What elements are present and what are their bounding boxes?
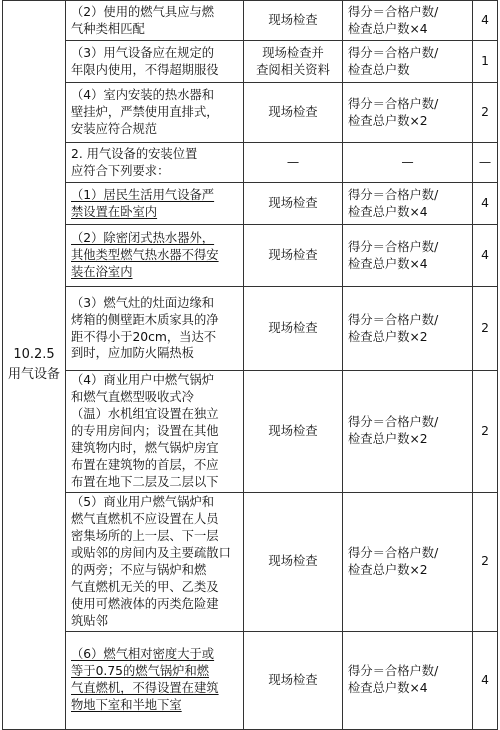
requirement-line: 气种类相匹配 bbox=[71, 21, 145, 36]
table-row bbox=[3, 143, 498, 183]
points-cell bbox=[473, 371, 498, 493]
scoring-rule-cell bbox=[343, 631, 473, 729]
table-body bbox=[3, 1, 498, 730]
method-line: 现场检查 bbox=[268, 321, 318, 336]
requirement-line: （4）室内安装的热水器和 bbox=[71, 88, 215, 103]
requirement-line: 烤箱的侧壁距木质家具的净 bbox=[71, 312, 219, 327]
points-value: 2 bbox=[481, 423, 489, 438]
scoring-line: 检查总户数×4 bbox=[348, 21, 428, 36]
requirement-line: 布置在地下二层及二层以下 bbox=[71, 474, 219, 489]
scoring-rule-cell bbox=[343, 225, 473, 287]
table-row bbox=[3, 287, 498, 371]
requirement-cell bbox=[66, 371, 244, 493]
requirement-line: 气直燃机，不得设置在建筑 bbox=[71, 681, 219, 696]
requirement-line: （6）燃气相对密度大于或 bbox=[71, 647, 215, 662]
points-value: 4 bbox=[481, 248, 489, 263]
inspection-method-cell bbox=[244, 1, 343, 41]
requirement-line: 或贴邻的房间内及主要疏散口 bbox=[71, 545, 231, 560]
inspection-method-cell bbox=[244, 183, 343, 225]
scoring-line: 检查总户数×2 bbox=[348, 432, 428, 447]
scoring-rule-cell bbox=[343, 492, 473, 631]
requirement-line: 燃气直燃机不应设置在人员 bbox=[71, 511, 219, 526]
scoring-line: 得分＝合格户数/ bbox=[348, 664, 439, 679]
points-value: 4 bbox=[481, 672, 489, 687]
scoring-line: 得分＝合格户数/ bbox=[348, 96, 439, 111]
method-line: 现场检查 bbox=[268, 248, 318, 263]
points-value: 2 bbox=[481, 554, 489, 569]
requirement-line: 物地下室和半地下室 bbox=[71, 698, 182, 712]
method-line: 现场检查并 bbox=[262, 45, 324, 60]
inspection-method-cell bbox=[244, 287, 343, 371]
scoring-rule-cell bbox=[343, 143, 473, 183]
requirement-line: 壁挂炉，严禁使用直排式， bbox=[71, 105, 219, 120]
scoring-line: 得分＝合格户数/ bbox=[348, 312, 439, 327]
points-cell bbox=[473, 143, 498, 183]
scoring-line: 检查总户数 bbox=[348, 62, 410, 77]
requirement-line: （5）商业用户燃气锅炉和 bbox=[71, 494, 215, 509]
requirement-cell bbox=[66, 143, 244, 183]
section-cell bbox=[3, 1, 66, 730]
method-line: 现场检查 bbox=[268, 13, 318, 28]
inspection-method-cell bbox=[244, 492, 343, 631]
points-cell bbox=[473, 631, 498, 729]
requirement-line: 和燃气直燃型吸收式冷 bbox=[71, 389, 194, 404]
table-row bbox=[3, 183, 498, 225]
points-value: 2 bbox=[481, 105, 489, 120]
requirement-line: （2）使用的燃气具应与燃 bbox=[71, 4, 215, 19]
table-row bbox=[3, 41, 498, 83]
requirement-line: 安装应符合规范 bbox=[71, 121, 158, 136]
points-value: — bbox=[478, 155, 492, 170]
section-number: 10.2.5 bbox=[13, 347, 55, 363]
scoring-rule-cell bbox=[343, 287, 473, 371]
scoring-line: 得分＝合格户数/ bbox=[348, 187, 439, 202]
points-value: 4 bbox=[481, 196, 489, 211]
requirement-line: 使用可燃液体的丙类危险建 bbox=[71, 596, 219, 611]
points-cell bbox=[473, 83, 498, 143]
inspection-method-cell bbox=[244, 631, 343, 729]
scoring-rule-cell bbox=[343, 183, 473, 225]
requirement-line: 气直燃机无关的甲、乙类及 bbox=[71, 579, 219, 594]
method-line: 现场检查 bbox=[268, 554, 318, 569]
method-line: 现场检查 bbox=[268, 196, 318, 211]
scoring-rule-cell bbox=[343, 371, 473, 493]
method-line: 查阅相关资料 bbox=[256, 62, 330, 77]
scoring-line: 得分＝合格户数/ bbox=[348, 4, 439, 19]
points-cell bbox=[473, 1, 498, 41]
requirement-line: 禁设置在卧室内 bbox=[71, 204, 158, 219]
requirement-line: 建筑物内时，燃气锅炉房宜 bbox=[71, 440, 219, 455]
table-row bbox=[3, 371, 498, 493]
scoring-line: 检查总户数×2 bbox=[348, 113, 428, 128]
points-cell bbox=[473, 41, 498, 83]
method-line: 现场检查 bbox=[268, 672, 318, 687]
inspection-method-cell bbox=[244, 83, 343, 143]
points-value: 4 bbox=[481, 13, 489, 28]
scoring-line: 检查总户数×4 bbox=[348, 204, 428, 219]
scoring-line: 检查总户数×4 bbox=[348, 256, 428, 271]
requirement-line: （3）用气设备应在规定的 bbox=[71, 45, 215, 60]
requirement-cell bbox=[66, 225, 244, 287]
scoring-rule-cell bbox=[343, 83, 473, 143]
scoring-rule-cell bbox=[343, 41, 473, 83]
requirement-line: （1）居民生活用气设备严 bbox=[71, 187, 215, 202]
requirement-line: （3）燃气灶的灶面边缘和 bbox=[71, 295, 215, 310]
points-cell bbox=[473, 225, 498, 287]
inspection-scoring-table bbox=[2, 0, 498, 730]
requirement-cell bbox=[66, 631, 244, 729]
scoring-line: 检查总户数×4 bbox=[348, 681, 428, 696]
scoring-line: — bbox=[401, 155, 414, 170]
requirement-cell bbox=[66, 41, 244, 83]
requirement-line: 装在浴室内 bbox=[71, 264, 133, 279]
method-line: 现场检查 bbox=[268, 423, 318, 438]
requirement-cell bbox=[66, 1, 244, 41]
requirement-cell bbox=[66, 183, 244, 225]
requirement-line: 等于0.75的燃气锅炉和燃 bbox=[71, 664, 210, 679]
inspection-method-cell bbox=[244, 41, 343, 83]
requirement-line: 的专用房间内；设置在其他 bbox=[71, 423, 219, 438]
table-row bbox=[3, 492, 498, 631]
scoring-line: 得分＝合格户数/ bbox=[348, 239, 439, 254]
inspection-method-cell bbox=[244, 371, 343, 493]
method-line: — bbox=[286, 155, 300, 170]
requirement-line: （温）水机组宜设置在独立 bbox=[71, 406, 219, 421]
requirement-line: 其他类型燃气热水器不得安 bbox=[71, 248, 219, 263]
scoring-rule-cell bbox=[343, 1, 473, 41]
requirement-cell bbox=[66, 492, 244, 631]
requirement-cell bbox=[66, 83, 244, 143]
points-value: 1 bbox=[481, 54, 489, 69]
section-name: 用气设备 bbox=[8, 366, 61, 382]
scoring-line: 得分＝合格户数/ bbox=[348, 415, 439, 430]
requirement-line: 2. 用气设备的安装位置 bbox=[71, 146, 198, 161]
requirement-line: 到时，应加防火隔热板 bbox=[71, 346, 194, 361]
requirement-line: 密集场所的上一层、下一层 bbox=[71, 528, 219, 543]
inspection-method-cell bbox=[244, 225, 343, 287]
scoring-line: 得分＝合格户数/ bbox=[348, 45, 439, 60]
requirement-line: 年限内使用，不得超期服役 bbox=[71, 62, 219, 77]
scoring-line: 得分＝合格户数/ bbox=[348, 545, 439, 560]
table-row bbox=[3, 631, 498, 729]
scoring-line: 检查总户数×2 bbox=[348, 329, 428, 344]
requirement-line: 距不得小于20cm，当达不 bbox=[71, 329, 217, 344]
requirement-line: 筑贴邻 bbox=[71, 613, 108, 628]
points-cell bbox=[473, 287, 498, 371]
points-value: 2 bbox=[481, 321, 489, 336]
points-cell bbox=[473, 492, 498, 631]
points-cell bbox=[473, 183, 498, 225]
scoring-line: 检查总户数×2 bbox=[348, 562, 428, 577]
requirement-cell bbox=[66, 287, 244, 371]
method-line: 现场检查 bbox=[268, 105, 318, 120]
table-row bbox=[3, 83, 498, 143]
requirement-line: （2）除密闭式热水器外， bbox=[71, 231, 215, 246]
table-row bbox=[3, 1, 498, 41]
requirement-line: 应符合下列要求： bbox=[71, 163, 170, 178]
table-row bbox=[3, 225, 498, 287]
inspection-method-cell bbox=[244, 143, 343, 183]
requirement-line: （4）商业用户中燃气锅炉 bbox=[71, 373, 215, 387]
requirement-line: 的两旁；不应与锅炉和燃 bbox=[71, 562, 207, 577]
requirement-line: 布置在建筑物的首层，不应 bbox=[71, 457, 219, 472]
